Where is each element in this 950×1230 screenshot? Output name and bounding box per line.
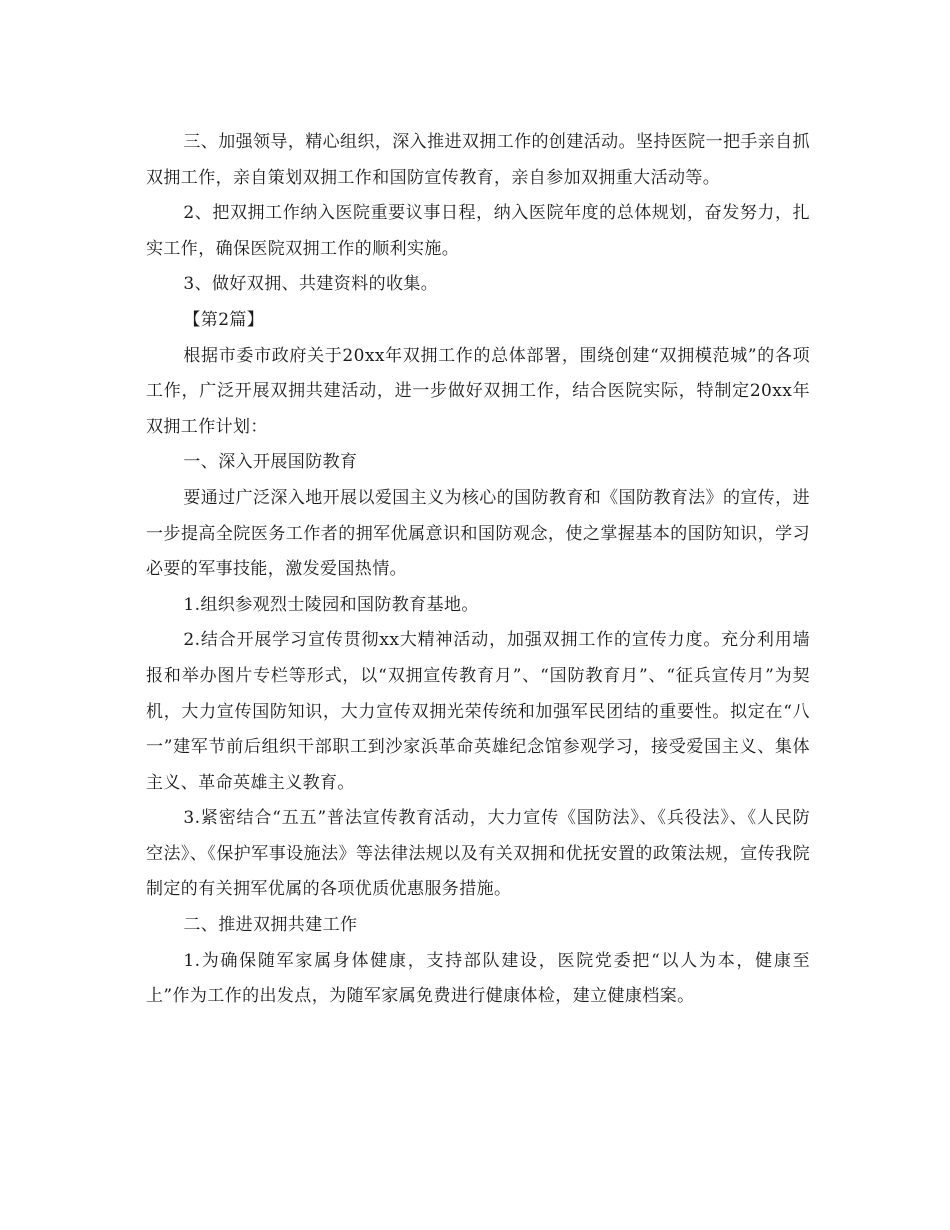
section-heading-two: 二、推进双拥共建工作 [183, 915, 358, 936]
list-item-1: 1.组织参观烈士陵园和国防教育基地。 [183, 594, 479, 615]
paragraph-intro: 根据市委市政府关于20xx年双拥工作的总体部署，围绕创建“双拥模范城”的各项工作，广泛开展双拥共建活动，进一步做好双拥工作，结合医院实际，特制定20xx年双拥工作计划： [146, 345, 810, 437]
paragraph-item-3: 3、做好双拥、共建资料的收集。 [183, 274, 439, 295]
document-body [146, 125, 810, 1015]
paragraph-item-2: 2、把双拥工作纳入医院重要议事日程，纳入医院年度的总体规划，奋发努力，扎实工作，确保医院双拥工作的顺利实施。 [146, 203, 810, 259]
list-item-family-health: 1.为确保随军家属身体健康，支持部队建设，医院党委把“以人为本，健康至上”作为工作的出发点，为随军家属免费进行健康体检，建立健康档案。 [146, 950, 810, 1007]
paragraph-section-three: 三、加强领导，精心组织，深入推进双拥工作的创建活动。坚持医院一把手亲自抓双拥工作，亲自策划双拥工作和国防宣传教育，亲自参加双拥重大活动等。 [146, 132, 810, 188]
list-item-3: 3.紧密结合“五五”普法宣传教育活动，大力宣传《国防法》、《兵役法》、《人民防空法》、《保护军事设施法》等法律法规以及有关双拥和优抚安置的政策法规，宣传我院制定的有关拥军优属的各项优质优惠服务措施。 [146, 808, 810, 900]
list-item-2: 2.结合开展学习宣传贯彻xx大精神活动，加强双拥工作的宣传力度。充分利用墙报和举办图片专栏等形式，以“双拥宣传教育月”、“国防教育月”、“征兵宣传月”为契机，大力宣传国防知识，大力宣传双拥光荣传统和加强军民团结的重要性。拟定在“八一”建军节前后组织干部职工到沙家浜革命英雄纪念馆参观学习，接受爱国主义、集体主义、革命英雄主义教育。 [146, 630, 810, 793]
section-heading-one: 一、深入开展国防教育 [183, 452, 358, 473]
chapter-heading: 【第2篇】 [183, 309, 265, 330]
paragraph-defense-education: 要通过广泛深入地开展以爱国主义为核心的国防教育和《国防教育法》的宣传，进一步提高全院医务工作者的拥军优属意识和国防观念，使之掌握基本的国防知识，学习必要的军事技能，激发爱国热情。 [146, 487, 810, 580]
